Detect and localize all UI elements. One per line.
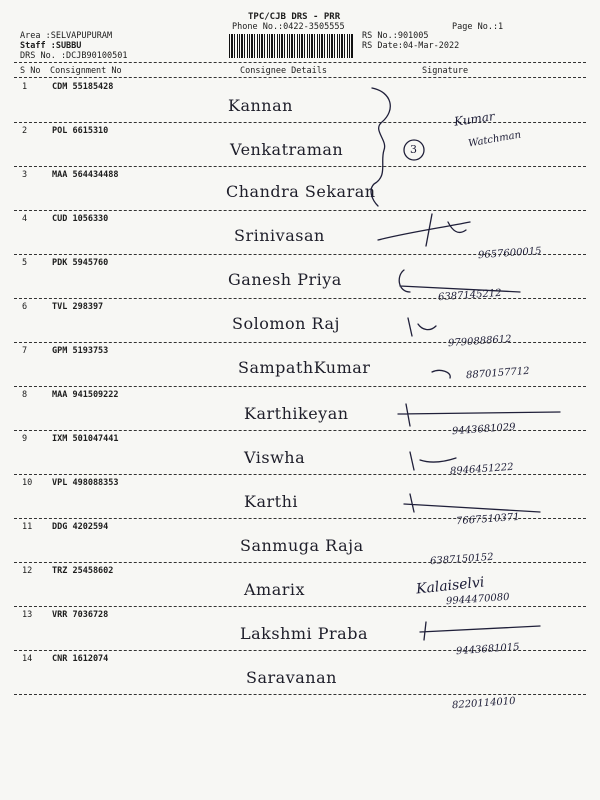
row-sno: 6 [22,302,28,312]
row-consignee-name: Chandra Sekaran [226,182,376,201]
row-consignment-number: DDG 4202594 [52,522,109,532]
row-phone-number: 8870157712 [465,365,530,382]
row-sno: 3 [22,170,28,180]
signature-row-2: Kumar [453,109,496,129]
signature-row-12: Kalaiselvi [415,574,486,598]
row-sno: 1 [22,82,28,92]
row-phone-number: 6387145212 [437,287,502,304]
row-consignment-number: CUD 1056330 [52,214,109,224]
row-consignment-number: GPM 5193753 [52,346,109,356]
annotation-word: Watchman [467,129,522,150]
rs-number: RS No.:901005 [362,31,429,41]
row-phone-number: 9790888612 [447,333,512,350]
row-consignee-name: Venkatraman [230,140,344,159]
row-sno: 10 [22,478,33,488]
row-consignment-number: MAA 941509222 [52,390,119,400]
signature-stroke-10 [404,494,540,512]
row-consignment-number: VPL 498088353 [52,478,119,488]
row-consignment-number: TRZ 25458602 [52,566,114,576]
row-phone-number: 9944470080 [445,591,510,608]
col-header-consignee: Consignee Details [240,66,327,76]
row-phone-number: 8220114010 [451,695,516,712]
signature-stroke-6 [408,318,436,336]
row-sno: 13 [22,610,33,620]
row-sno: 11 [22,522,33,532]
row-consignment-number: TVL 298397 [52,302,104,312]
row-consignee-name: Saravanan [246,668,337,687]
row-consignment-number: POL 6615310 [52,126,109,136]
signature-stroke-7 [432,370,450,378]
phone-number: Phone No.:0422-3505555 [232,22,345,32]
row-phone-number: 9657600015 [477,245,542,262]
signature-stroke-9 [410,452,456,470]
row-phone-number: 9443681029 [451,421,516,438]
signature-stroke-5 [399,270,520,292]
row-consignee-name: Amarix [244,580,306,599]
bracket-stroke [371,88,390,206]
area-label: Area :SELVAPUPURAM [20,31,113,41]
row-sno: 5 [22,258,28,268]
row-consignment-number: PDK 5945760 [52,258,109,268]
rs-date: RS Date:04-Mar-2022 [362,41,460,51]
row-consignee-name: Kannan [228,96,293,115]
signature-stroke-8 [398,404,560,426]
page-number: Page No.:1 [452,22,504,32]
row-consignee-name: Ganesh Priya [228,270,342,289]
row-consignment-number: CDM 55185428 [52,82,114,92]
row-consignment-number: VRR 7036728 [52,610,109,620]
row-sno: 9 [22,434,28,444]
row-phone-number: 9443681015 [455,641,520,658]
row-phone-number: 6387150152 [429,551,494,568]
row-consignment-number: IXM 501047441 [52,434,119,444]
col-header-sno: S No [20,66,41,76]
row-sno: 2 [22,126,28,136]
row-consignee-name: Viswha [244,448,306,467]
row-sno: 14 [22,654,33,664]
row-sno: 7 [22,346,28,356]
signature-stroke-13 [420,622,540,640]
row-consignee-name: Karthikeyan [244,404,349,423]
col-header-signature: Signature [422,66,469,76]
report-title: TPC/CJB DRS - PRR [248,12,341,22]
row-consignee-name: SampathKumar [238,358,371,377]
row-consignee-name: Solomon Raj [232,314,340,333]
row-sno: 4 [22,214,28,224]
col-header-consignment: Consignment No [50,66,122,76]
row-phone-number: 8946451222 [449,461,514,478]
signature-stroke-4 [378,214,470,246]
drs-number: DRS No. :DCJB90100501 [20,51,128,61]
row-phone-number: 7667510371 [455,511,520,528]
row-consignment-number: CNR 1612074 [52,654,109,664]
row-consignment-number: MAA 564434488 [52,170,119,180]
row-consignee-name: Lakshmi Praba [240,624,368,643]
circled-number: 3 [410,143,417,156]
row-sno: 12 [22,566,33,576]
staff-label: Staff :SUBBU [20,41,82,51]
row-consignee-name: Karthi [244,492,298,511]
row-sno: 8 [22,390,28,400]
row-consignee-name: Sanmuga Raja [240,536,364,555]
row-consignee-name: Srinivasan [234,226,325,245]
